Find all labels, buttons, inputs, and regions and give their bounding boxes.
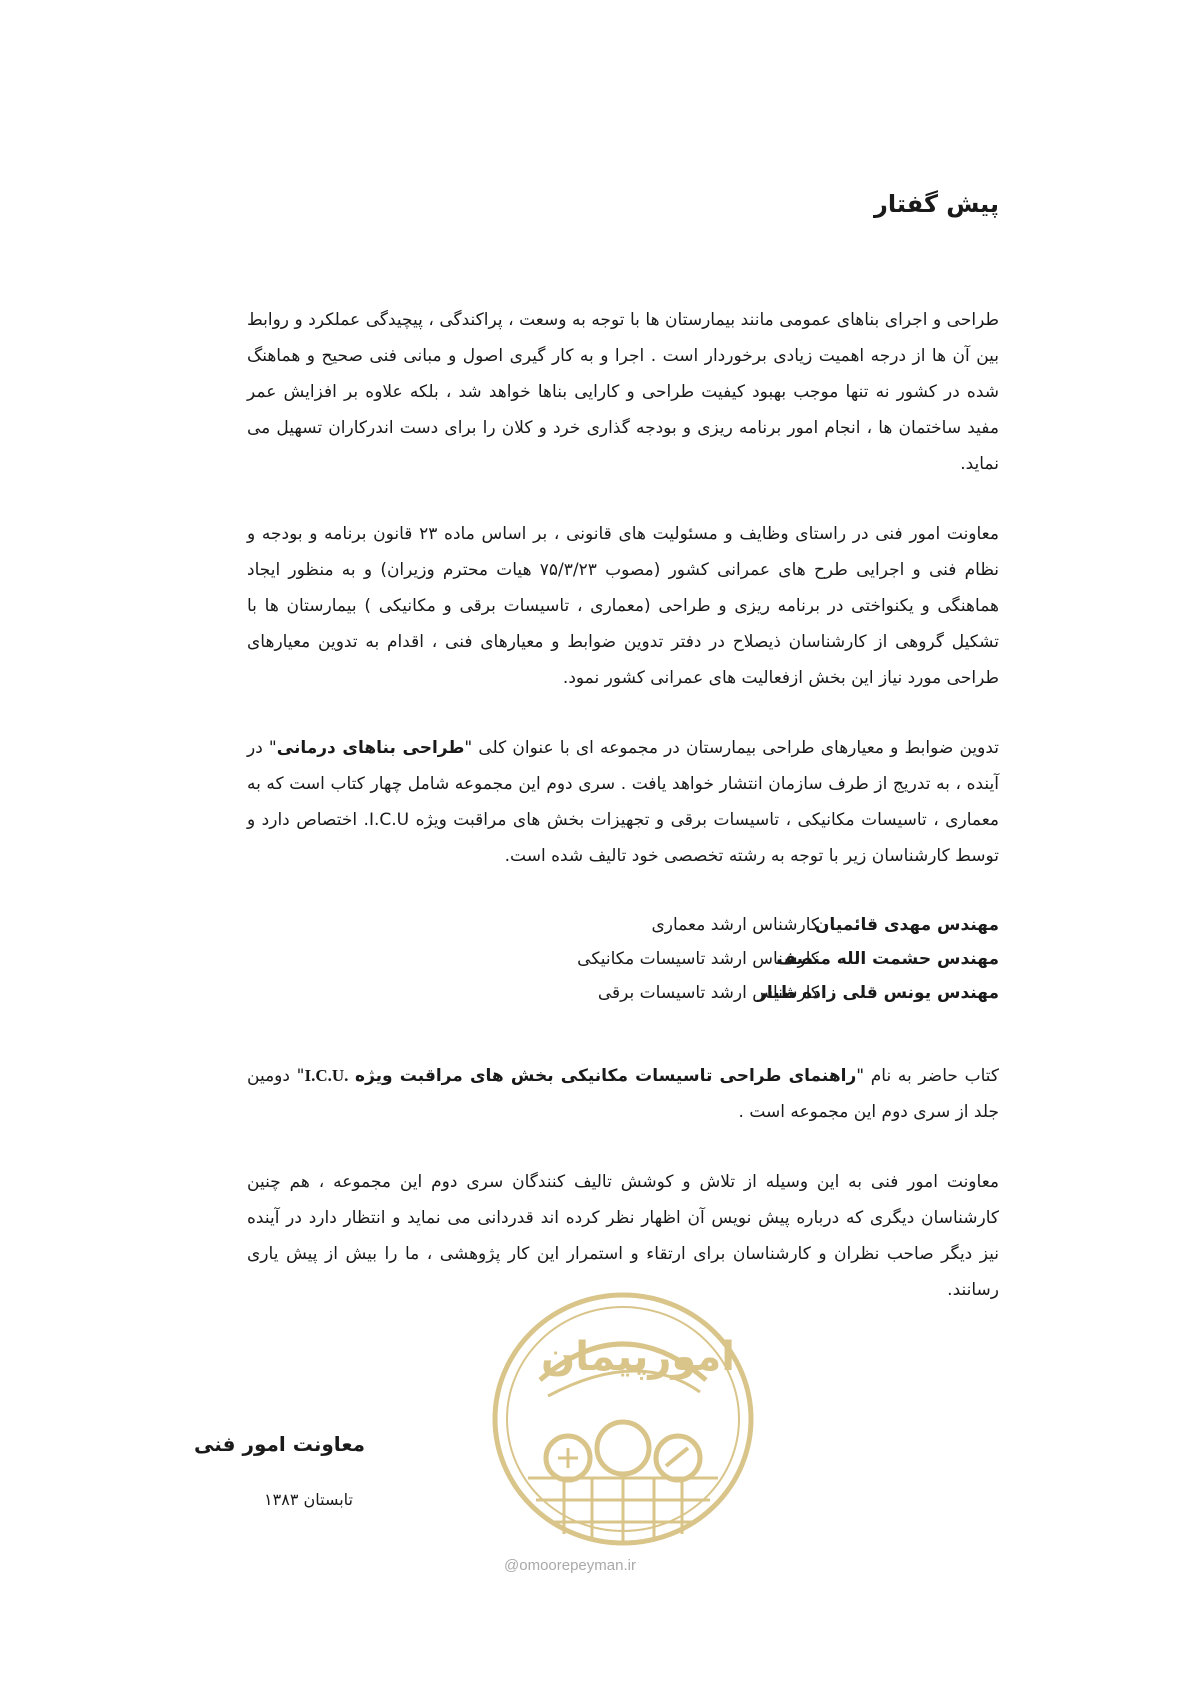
author-list [499, 908, 999, 1010]
paragraph-book [247, 1058, 999, 1130]
signature-office: معاونت امور فنی [193, 1432, 365, 1456]
page-title: پیش گفتار [874, 190, 999, 218]
author-title: کارشناس ارشد تاسیسات برقی [597, 983, 819, 1003]
paragraph-series-text-b: " در آینده ، به تدریج از طرف سازمان انتشار خواهد یافت . سری دوم این مجموعه شامل چهار کتاب است که به معماری ، تاسیسات مکانیکی ، تاسیسات برقی و تجهیزات بخش های مراقبت ویژه I.C.U. اختصاص دارد و توسط کارشناسان زیر با توجه به رشته تخصصی خود تالیف شده است. [247, 738, 1000, 866]
paragraph-intro: طراحی و اجرای بناهای عمومی مانند بیمارستان ها با توجه به وسعت ، پراکندگی ، پیچیدگی عملکرد و روابط بین آن ها از درجه اهمیت زیادی برخوردار است . اجرا و به کار گیری اصول و مبانی فنی صحیح و هماهنگ شده در کشور نه تنها موجب بهبود کیفیت طراحی و کارایی بناها خواهد شد ، بلکه علاوه بر افزایش عمر مفید ساختمان ها ، انجام امور برنامه ریزی و بودجه گذاری خرد و کلان را برای دست اندرکاران تسهیل می نماید. [247, 310, 999, 474]
icu-label: I.C.U. [304, 1066, 349, 1085]
author-row [499, 976, 999, 1010]
series-title: طراحی بناهای درمانی [276, 738, 465, 758]
seal-stamp-icon [488, 1288, 758, 1550]
author-name: مهندس حشمت الله منصف [776, 949, 999, 969]
paragraph-book-text-a: کتاب حاضر به نام " [856, 1066, 999, 1086]
author-row [499, 942, 999, 976]
watermark-url: @omoorepeyman.ir [504, 1557, 636, 1574]
paragraph-mandate: معاونت امور فنی در راستای وظایف و مسئولیت های قانونی ، بر اساس ماده ۲۳ قانون برنامه و بودجه و نظام فنی و اجرایی طرح های عمرانی کشور (مصوب ۷۵/۳/۲۳ هیات محترم وزیران) و به منظور ایجاد هماهنگی و یکنواختی در برنامه ریزی و طراحی (معماری ، تاسیسات برقی و مکانیکی ) بیمارستان ها با تشکیل گروهی از کارشناسان ذیصلاح در دفتر تدوین ضوابط و معیارهای فنی ، اقدام به تدوین معیارهای طراحی مورد نیاز این بخش ازفعالیت های عمرانی کشور نمود. [247, 524, 999, 688]
paragraph-book-text-b: " دومین جلد از سری دوم این مجموعه است . [247, 1066, 999, 1122]
paragraph-thanks: معاونت امور فنی به این وسیله از تلاش و کوشش تالیف کنندگان سری دوم این مجموعه ، هم چنین کارشناسان دیگری که درباره پیش نویس آن اظهار نظر کرده اند قدردانی می نماید و انتظار دارد در آینده نیز دیگر صاحب نظران و کارشناسان برای ارتقاء و استمرار این کار پژوهشی ، ما را بیش از پیش یاری رسانند. [247, 1172, 999, 1300]
book-title: راهنمای طراحی تاسیسات مکانیکی بخش های مراقبت ویژه [355, 1066, 857, 1086]
signature-date: تابستان ۱۳۸۳ [264, 1490, 353, 1509]
seal-text: امورپیمان [541, 1334, 735, 1380]
paragraph-series-text-a: تدوین ضوابط و معیارهای طراحی بیمارستان در مجموعه ای با عنوان کلی " [464, 738, 999, 758]
author-title: کارشناس ارشد تاسیسات مکانیکی [577, 949, 819, 969]
author-title: کارشناس ارشد معماری [651, 915, 819, 935]
author-name: مهندس مهدی قائمیان [814, 915, 999, 935]
author-row [499, 908, 999, 942]
paragraph-series [247, 730, 999, 874]
author-name: مهندس یونس قلی زاده طیار [757, 983, 999, 1003]
